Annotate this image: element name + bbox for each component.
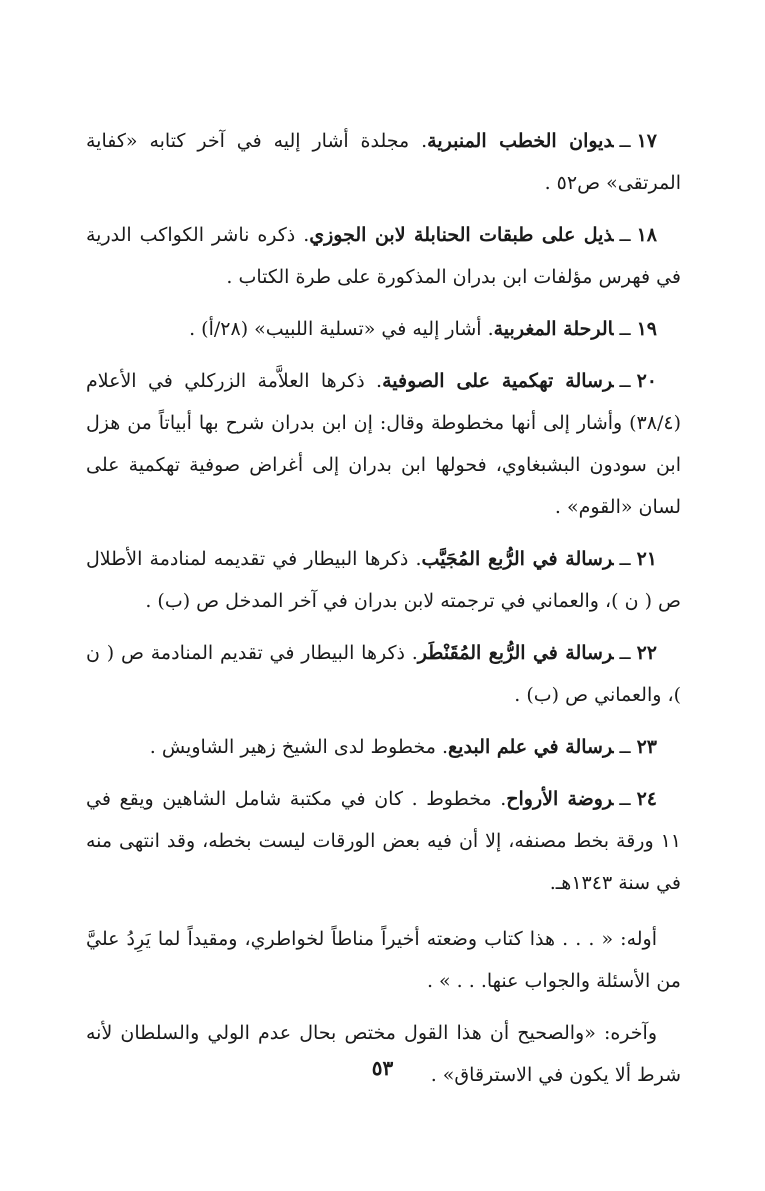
entry-text: . ذكرها العلاَّمة الزركلي في الأعلام (٣٨/٤) وأشار إلى أنها مخطوطة وقال: إن ابن بدران شرح بها أبياتاً من هزل ابن سودون البشبغاوي، فحولها ابن بدران إلى أغراض صوفية تهكمية على لسان «القوم» . [86, 370, 681, 518]
entry-text: . مجلدة أشار إليه في آخر كتابه «كفاية المرتقى» ص٥٢ . [86, 130, 681, 194]
entry-number: ٢١ [636, 548, 657, 570]
entry-17 [86, 120, 681, 204]
entry-number: ١٩ [636, 318, 657, 340]
entry-text: . ذكرها البيطار في تقديمه لمنادمة الأطلال ص ( ن )، والعماني في ترجمته لابن بدران في آخر المدخل ص (ب) . [86, 548, 681, 612]
entry-dash: ــ [619, 736, 631, 758]
entry-number: ٢٠ [636, 370, 658, 392]
entry-number: ٢٤ [636, 788, 657, 810]
entry-title: ذيل على طبقات الحنابلة لابن الجوزي [309, 224, 614, 246]
entry-number: ١٨ [636, 224, 658, 246]
entry-title: رسالة في الرُّبع المُجَيَّب [421, 548, 614, 570]
entry-dash: ــ [619, 642, 631, 664]
entry-text: . ذكره ناشر الكواكب الدرية في فهرس مؤلفات ابن بدران المذكورة على طرة الكتاب . [86, 224, 681, 288]
entry-text: . مخطوط لدى الشيخ زهير الشاويش . [149, 736, 449, 758]
entry-title: الرحلة المغربية [493, 318, 614, 340]
page-number: ٥٣ [371, 1056, 394, 1080]
entry-22 [86, 632, 681, 716]
entry-number: ١٧ [636, 130, 658, 152]
entry-dash: ــ [619, 130, 631, 152]
entry-dash: ــ [619, 788, 631, 810]
entry-title: رسالة تهكمية على الصوفية [382, 370, 614, 392]
entry-title: رسالة في علم البديع [448, 736, 614, 758]
entry-dash: ــ [619, 370, 631, 392]
entry-dash: ــ [619, 318, 631, 340]
entry-title: ديوان الخطب المنبرية [427, 130, 614, 152]
entry-title: روضة الأرواح [506, 788, 614, 810]
entry-23 [86, 726, 681, 768]
entry-number: ٢٢ [636, 642, 657, 664]
entry-dash: ــ [619, 224, 631, 246]
entry-text: . ذكرها البيطار في تقديم المنادمة ص ( ن )، والعماني ص (ب) . [86, 642, 681, 706]
entry-19 [86, 308, 681, 350]
quote-ending: وآخره: «والصحيح أن هذا القول مختص بحال عدم الولي والسلطان لأنه شرط ألا يكون في الاسترقاق» . [86, 1022, 681, 1086]
entry-title: رسالة في الرُّبع المُقَنْطَر [417, 642, 614, 664]
entry-text: . أشار إليه في «تسلية اللبيب» (٢٨/أ) . [189, 318, 494, 340]
entry-21 [86, 538, 681, 622]
entry-20 [86, 360, 681, 528]
entry-18 [86, 214, 681, 298]
entry-24 [86, 778, 681, 904]
entry-dash: ــ [619, 548, 631, 570]
quote-opening: أوله: « . . . هذا كتاب وضعته أخيراً مناطاً لخواطري، ومقيداً لما يَرِدُ عليَّ من الأسئلة والجواب عنها. . . » . [86, 928, 681, 992]
entry-number: ٢٣ [636, 736, 657, 758]
entry-text: . مخطوط . كان في مكتبة شامل الشاهين ويقع في ١١ ورقة بخط مصنفه، إلا أن فيه بعض الورقات ليست بخطه، وقد انتهى منه في سنة ١٣٤٣هـ. [86, 788, 681, 894]
page-body [86, 120, 681, 1106]
